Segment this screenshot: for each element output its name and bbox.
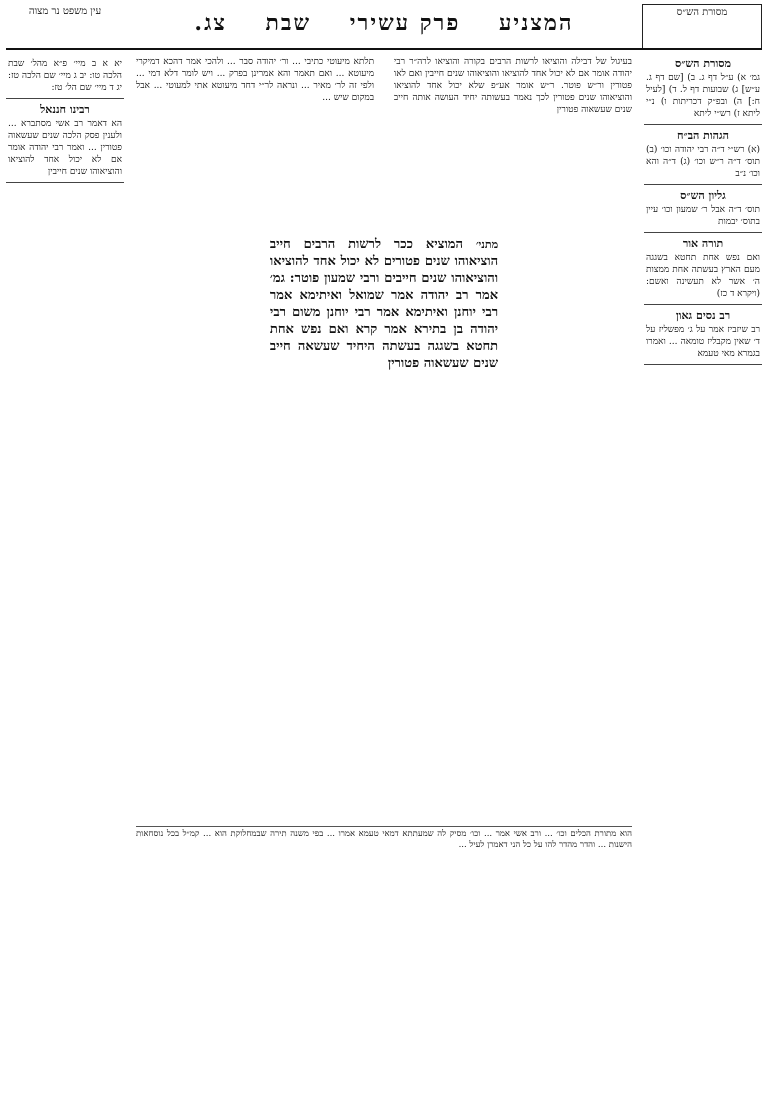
left-margin-column (6, 56, 124, 1116)
ein-mishpat-block (6, 56, 124, 99)
header-left-label: עין משפט נר מצוה (28, 6, 102, 17)
header-tractate: שבת (265, 10, 312, 36)
rabbeinu-chananel-block (6, 102, 124, 183)
header-divider (6, 48, 762, 50)
block-text: הא דאמר רב אשי מסתברא ... ולענין פסק הלכה שנים שעשאוה פטורין ... ואמר רבי יהודה אומר אם לא יכול אחד להוציאו והוציאוהו שנים חייבין (8, 119, 122, 177)
header-right-box (642, 4, 762, 50)
header-chapter: המצניע (498, 10, 574, 36)
talmud-page (6, 4, 762, 1116)
header-perek: פרק עשירי (349, 10, 461, 36)
block-text: גמ׳ א) ע״ל דף ג. ב) [שם דף ג. ע״ש] ג) שבועות דף ל. ד) [לעיל ח:] ה) ובפ״ק דכריתות ו) נ״י ליתא ז) רש״י ליתא (646, 73, 760, 119)
page-header (6, 4, 762, 54)
rav-nissim-block (644, 308, 762, 365)
gemara-body: המוציא ככר לרשות הרבים חייב הוציאוהו שנים פטורים לא יכול אחד להוציאו והוציאוהו שנים חייבים ורבי שמעון פוטר: גמ׳ אמר רב יהודה אמר שמואל ואיתימא אמר רבי יוחנן ואיתימא אמר רבי יוחנן משום רבי יהודה בן בתירא אמר קרא ואם נפש אחת תחטא בשגגה בעשתה היחיד שעשאה חייב שנים שעשאוה פטורין (269, 237, 499, 371)
header-right-label: מסורת הש״ס (676, 7, 728, 18)
hagahot-block (644, 128, 762, 185)
block-text: תוס׳ ד״ה אבל ר׳ שמעון וכו׳ עיין בתוס׳ יבמות (646, 205, 760, 227)
right-margin-column (644, 56, 762, 1116)
masoret-block (644, 56, 762, 125)
center-area (136, 56, 632, 1116)
torah-or-block (644, 236, 762, 305)
block-title: הגהות הב״ח (677, 129, 729, 142)
block-title: רבינו חננאל (40, 103, 90, 116)
block-text: (א) רש״י ד״ה רבי יהודה וכו׳ (ב) תוס׳ ד״ה ר״ש וכו׳ (ג) ד״ה והא וכו׳ נ״ב (646, 145, 760, 179)
tosafot-commentary: תלתא מיעוטי כתיבי ... ור׳ יהודה סבר ... ולהכי אמר דהכא דמיקרי מיעוטא ... ואם תאמר והא אמרינן בפרק ... ויש לומר דלא דמי ... ולפי זה לר׳ מאיר ... ונראה לר״י דחד מיעוטא אתי למעוטי ... אבל במקום שיש ... (136, 57, 375, 103)
page-title (136, 10, 632, 36)
header-folio: צג. (194, 10, 227, 36)
bottom-commentary: הוא מתורת הכלים וכו׳ ... ורב אשי אמר ... וכו׳ מסיק לה שמעתתא דמאי טעמא אמרו ... בפי משנה תירה שבמחלוקת הוא ... קמ״ל בכל נוסחאות הישנות ... והדר מהדר להו על כל הני דאמרן לעיל ... (136, 826, 632, 1116)
block-title: תורה אור (682, 237, 724, 250)
gemara-lead-word: מתני׳ (475, 238, 499, 251)
block-text: יא א ב מיי׳ פ״א מהל׳ שבת הלכה טו: יב ג מיי׳ שם הלכה טז: יג ד מיי׳ שם הל׳ טז: (8, 59, 122, 93)
block-title: רב נסים גאון (675, 309, 731, 322)
block-title: גליון הש״ס (680, 189, 726, 202)
rashi-commentary: בעיגול של דבילה והוציאו לרשות הרבים בקורה והוציאו לרה״ר רבי יהודה אומר אם לא יכול אחד להוציאו והוציאוהו שנים חייבין ואם לאו פטורין ור״ש פוטר. ר״ש אומר אע״פ שלא יכול אחד להוציאו והוציאוהו שנים פטורין לכך נאמר בעשותה יחיד העושה אותה חייב שנים שעשאוה פטורין (393, 57, 632, 115)
block-title: מסורת הש״ס (674, 57, 732, 70)
block-text: ואם נפש אחת תחטא בשגגה מעם הארץ בעשתה אחת ממצות ה׳ אשר לא תעשינה ואשם: (ויקרא ד כז) (646, 253, 760, 299)
block-text: רב שיזביז אמר על ג׳ מפשליז על ד׳ שאין מקבליז טומאה ... ואמרו בגמרא מאי טעמא (646, 325, 760, 359)
gilyon-block (644, 188, 762, 233)
gemara-text (270, 236, 498, 756)
